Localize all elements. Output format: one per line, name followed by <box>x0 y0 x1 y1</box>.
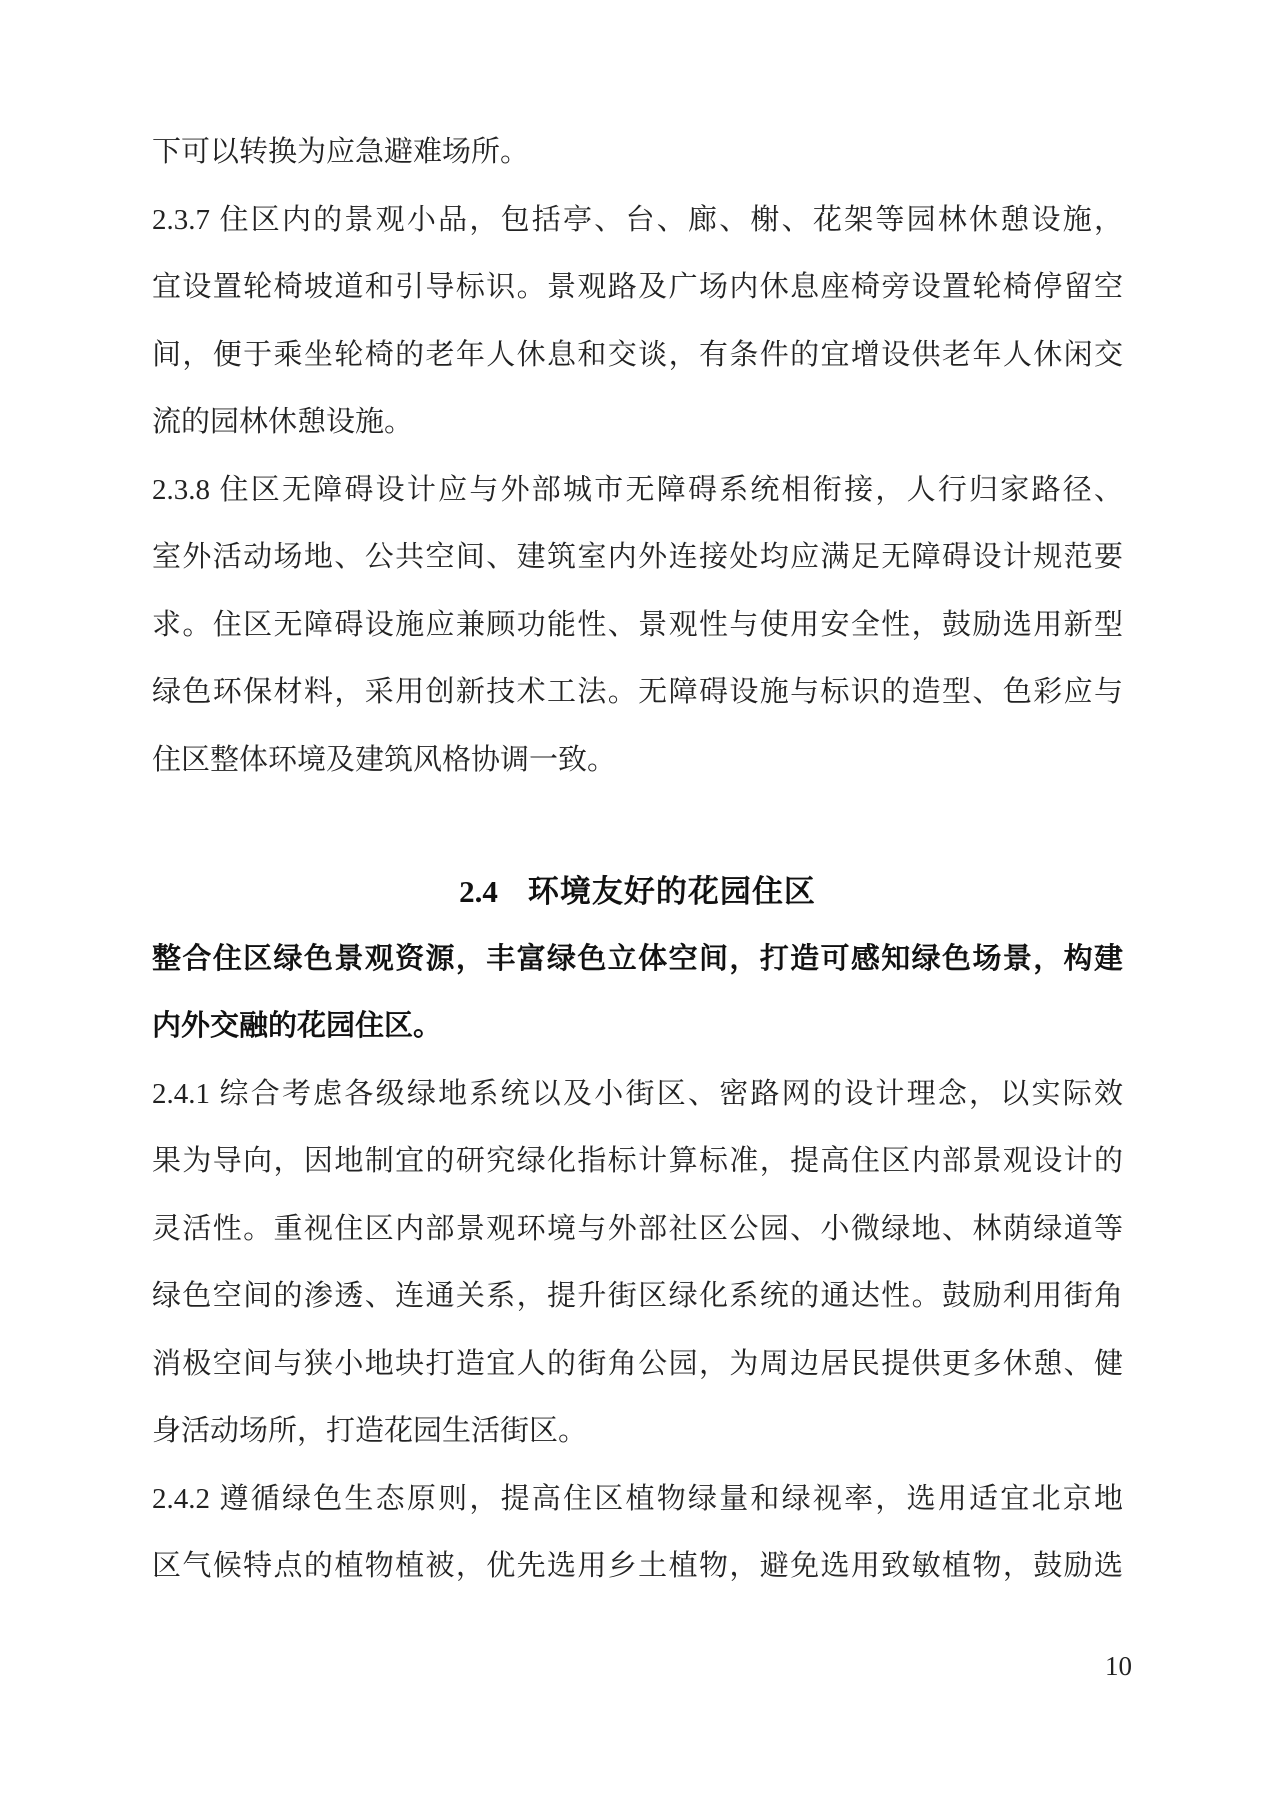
text-line: 宜设置轮椅坡道和引导标识。景观路及广场内休息座椅旁设置轮椅停留空 <box>152 271 1123 303</box>
text-line: 身活动场所，打造花园生活街区。 <box>152 1415 588 1447</box>
text-line: 2.4.2 遵循绿色生态原则，提高住区植物绿量和绿视率，选用适宜北京地 <box>152 1482 1123 1515</box>
paragraph <box>152 187 1123 457</box>
text-line: 间，便于乘坐轮椅的老年人休息和交谈，有条件的宜增设供老年人休闲交 <box>152 338 1123 371</box>
text-line: 求。住区无障碍设施应兼顾功能性、景观性与使用安全性，鼓励选用新型 <box>152 608 1123 641</box>
text-line: 2.3.7 住区内的景观小品，包括亭、台、廊、榭、花架等园林休憩设施， <box>152 203 1123 236</box>
text-line: 灵活性。重视住区内部景观环境与外部社区公园、小微绿地、林荫绿道等 <box>152 1212 1123 1245</box>
page-content <box>152 119 1123 1601</box>
text-line: 2.4.1 综合考虑各级绿地系统以及小街区、密路网的设计理念，以实际效 <box>152 1077 1123 1110</box>
heading-number: 2.4 <box>459 874 498 909</box>
text-line: 2.3.8 住区无障碍设计应与外部城市无障碍系统相衔接，人行归家路径、 <box>152 473 1123 506</box>
text-line: 下可以转换为应急避难场所。 <box>152 136 530 168</box>
text-line: 果为导向，因地制宜的研究绿化指标计算标准，提高住区内部景观设计的 <box>152 1145 1123 1177</box>
page-number: 10 <box>1105 1651 1132 1681</box>
heading-title: 环境友好的花园住区 <box>527 874 816 909</box>
paragraph <box>152 1061 1123 1466</box>
paragraph <box>152 926 1123 1061</box>
text-line: 绿色空间的渗透、连通关系，提升街区绿化系统的通达性。鼓励利用街角 <box>152 1280 1123 1312</box>
text-line: 绿色环保材料，采用创新技术工法。无障碍设施与标识的造型、色彩应与 <box>152 676 1123 708</box>
paragraph <box>152 457 1123 795</box>
text-line: 区气候特点的植物植被，优先选用乡土植物，避免选用致敏植物，鼓励选 <box>152 1550 1123 1582</box>
paragraph <box>152 1466 1123 1601</box>
section-heading <box>152 858 1123 926</box>
text-line: 整合住区绿色景观资源，丰富绿色立体空间，打造可感知绿色场景，构建 <box>152 942 1123 975</box>
text-line: 流的园林休憩设施。 <box>152 406 414 438</box>
text-line: 消极空间与狭小地块打造宜人的街角公园，为周边居民提供更多休憩、健 <box>152 1347 1123 1380</box>
text-line: 住区整体环境及建筑风格协调一致。 <box>152 743 617 776</box>
text-line: 内外交融的花园住区。 <box>152 1010 443 1042</box>
paragraph <box>152 119 1123 187</box>
text-line: 室外活动场地、公共空间、建筑室内外连接处均应满足无障碍设计规范要 <box>152 541 1123 573</box>
